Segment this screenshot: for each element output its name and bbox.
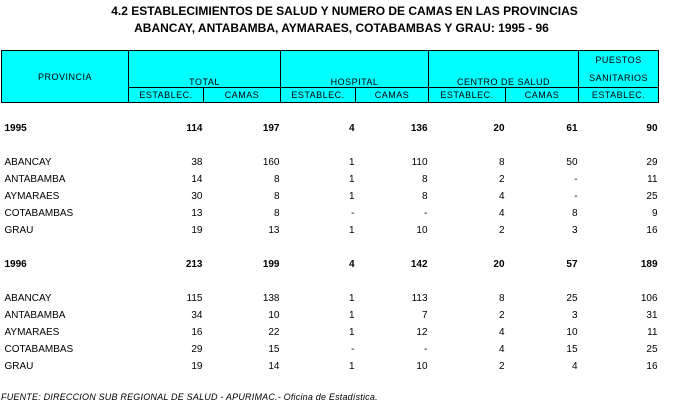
table-cell: 12 bbox=[416, 327, 428, 338]
table-cell: 2 bbox=[498, 225, 505, 236]
table-cell: 19 bbox=[191, 361, 203, 372]
table-cell: 11 bbox=[647, 174, 658, 185]
row-label: ANTABAMBA bbox=[4, 310, 66, 321]
table-cell: 199 bbox=[262, 259, 280, 270]
table-cell: 14 bbox=[268, 361, 280, 372]
table-cell: 114 bbox=[186, 123, 203, 134]
table-cell: 8 bbox=[273, 174, 280, 185]
subheader-hospital-camas: CAMAS bbox=[356, 88, 429, 103]
subheader-total-camas: CAMAS bbox=[204, 88, 281, 103]
table-cell: 10 bbox=[416, 361, 428, 372]
statistics-table bbox=[1, 50, 659, 375]
table-cell: 29 bbox=[646, 157, 658, 168]
province-row bbox=[2, 307, 659, 324]
province-row bbox=[2, 341, 659, 358]
row-label: ANTABAMBA bbox=[4, 174, 66, 185]
row-label: GRAU bbox=[4, 361, 34, 372]
table-cell: 1 bbox=[348, 191, 355, 202]
row-label: AYMARAES bbox=[4, 191, 60, 202]
table-cell: 8 bbox=[421, 174, 428, 185]
table-cell: 113 bbox=[411, 293, 428, 304]
table-cell: - bbox=[351, 208, 355, 219]
header-provincia: PROVINCIA bbox=[2, 51, 129, 103]
table-cell: 25 bbox=[566, 293, 578, 304]
subheader-centro-establec: ESTABLEC. bbox=[429, 88, 506, 103]
province-row bbox=[2, 358, 659, 375]
table-cell: 197 bbox=[262, 123, 280, 134]
table-cell: 3 bbox=[571, 310, 578, 321]
table-cell: 189 bbox=[640, 259, 658, 270]
table-cell: 115 bbox=[186, 293, 203, 304]
table-cell: 11 bbox=[647, 327, 658, 338]
header-puestos-line2: SANITARIOS bbox=[589, 73, 648, 83]
table-cell: 50 bbox=[566, 157, 578, 168]
table-cell: 16 bbox=[646, 361, 658, 372]
table-cell: 13 bbox=[268, 225, 280, 236]
table-cell: 25 bbox=[646, 191, 658, 202]
table-cell: 10 bbox=[268, 310, 280, 321]
source-note: FUENTE: DIRECCION SUB REGIONAL DE SALUD - APURIMAC.- Oficina de Estadística. bbox=[1, 392, 378, 402]
year-total-row bbox=[2, 120, 659, 137]
row-label: GRAU bbox=[4, 225, 34, 236]
table-cell: 1 bbox=[348, 361, 355, 372]
row-label: COTABAMBAS bbox=[4, 344, 74, 355]
table-cell: 30 bbox=[191, 191, 203, 202]
table-cell: 2 bbox=[498, 174, 505, 185]
table-title-line1: 4.2 ESTABLECIMIENTOS DE SALUD Y NUMERO DE CAMAS EN LAS PROVINCIAS bbox=[111, 4, 578, 18]
row-label: COTABAMBAS bbox=[4, 208, 74, 219]
province-row bbox=[2, 290, 659, 307]
table-cell: 4 bbox=[498, 327, 505, 338]
table-cell: 38 bbox=[191, 157, 203, 168]
table-cell: 29 bbox=[191, 344, 203, 355]
province-row bbox=[2, 222, 659, 239]
spacer-row bbox=[2, 273, 659, 290]
table-cell: 61 bbox=[566, 123, 578, 134]
row-label: 1996 bbox=[4, 259, 27, 270]
table-cell: 1 bbox=[348, 293, 355, 304]
year-total-row bbox=[2, 256, 659, 273]
table-cell: 8 bbox=[273, 191, 280, 202]
table-cell: 4 bbox=[348, 123, 355, 134]
table-cell: 1 bbox=[348, 327, 355, 338]
table-cell: - bbox=[574, 174, 578, 185]
table-cell: - bbox=[424, 344, 428, 355]
spacer-row bbox=[2, 137, 659, 154]
table-cell: 106 bbox=[640, 293, 658, 304]
table-cell: 2 bbox=[498, 361, 505, 372]
table-cell: 142 bbox=[410, 259, 428, 270]
header-puestos-line1: PUESTOS bbox=[595, 55, 642, 65]
table-cell: 34 bbox=[191, 310, 203, 321]
table-cell: 22 bbox=[268, 327, 280, 338]
table-title-line2: ABANCAY, ANTABAMBA, AYMARAES, COTABAMBAS Y GRAU: 1995 - 96 bbox=[134, 21, 549, 35]
spacer-row bbox=[2, 103, 659, 121]
table-cell: 9 bbox=[651, 208, 658, 219]
table-cell: 7 bbox=[421, 310, 428, 321]
province-row bbox=[2, 205, 659, 222]
table-cell: 4 bbox=[348, 259, 355, 270]
table-cell: 20 bbox=[493, 259, 505, 270]
table-cell: 2 bbox=[498, 310, 505, 321]
header-centro-de-salud: CENTRO DE SALUD bbox=[429, 51, 579, 88]
table-cell: 90 bbox=[646, 123, 658, 134]
table-cell: 57 bbox=[566, 259, 578, 270]
table-cell: 4 bbox=[498, 191, 505, 202]
row-label: 1995 bbox=[4, 123, 27, 134]
table-cell: 4 bbox=[498, 208, 505, 219]
table-cell: 25 bbox=[646, 344, 658, 355]
table-cell: 136 bbox=[410, 123, 428, 134]
row-label: AYMARAES bbox=[4, 327, 60, 338]
table-cell: 16 bbox=[191, 327, 203, 338]
table-cell: 8 bbox=[421, 191, 428, 202]
province-row bbox=[2, 171, 659, 188]
table-cell: 16 bbox=[646, 225, 658, 236]
province-row bbox=[2, 324, 659, 341]
table-cell: 10 bbox=[416, 225, 428, 236]
table-cell: 15 bbox=[566, 344, 578, 355]
subheader-puestos-establec: ESTABLEC. bbox=[579, 88, 659, 103]
table-cell: 1 bbox=[348, 225, 355, 236]
subheader-total-establec: ESTABLEC. bbox=[129, 88, 204, 103]
table-cell: 20 bbox=[493, 123, 505, 134]
subheader-hospital-establec: ESTABLEC. bbox=[281, 88, 356, 103]
subheader-centro-camas: CAMAS bbox=[506, 88, 579, 103]
table-cell: 1 bbox=[348, 157, 355, 168]
table-cell: 8 bbox=[273, 208, 280, 219]
table-cell: 19 bbox=[191, 225, 203, 236]
row-label: ABANCAY bbox=[4, 157, 52, 168]
province-row bbox=[2, 154, 659, 171]
header-hospital: HOSPITAL bbox=[281, 51, 429, 88]
table-cell: 8 bbox=[498, 293, 505, 304]
table-body bbox=[2, 103, 659, 376]
table-cell: 4 bbox=[571, 361, 578, 372]
province-row bbox=[2, 188, 659, 205]
header-total: TOTAL bbox=[129, 51, 281, 88]
row-label: ABANCAY bbox=[4, 293, 52, 304]
table-cell: 3 bbox=[571, 225, 578, 236]
table-cell: - bbox=[574, 191, 578, 202]
table-cell: 160 bbox=[262, 157, 280, 168]
table-cell: 10 bbox=[566, 327, 578, 338]
table-cell: 8 bbox=[571, 208, 578, 219]
table-cell: 14 bbox=[191, 174, 203, 185]
table-cell: 15 bbox=[268, 344, 280, 355]
header-puestos-sanitarios bbox=[579, 51, 659, 88]
table-cell: - bbox=[424, 208, 428, 219]
table-cell: 4 bbox=[498, 344, 505, 355]
table-cell: 1 bbox=[348, 174, 355, 185]
table-cell: 213 bbox=[185, 259, 203, 270]
table-cell: - bbox=[351, 344, 355, 355]
table-cell: 110 bbox=[411, 157, 428, 168]
table-cell: 13 bbox=[191, 208, 203, 219]
table-cell: 31 bbox=[646, 310, 658, 321]
table-cell: 8 bbox=[498, 157, 505, 168]
table-cell: 138 bbox=[262, 293, 280, 304]
table-cell: 1 bbox=[348, 310, 355, 321]
spacer-row bbox=[2, 239, 659, 256]
